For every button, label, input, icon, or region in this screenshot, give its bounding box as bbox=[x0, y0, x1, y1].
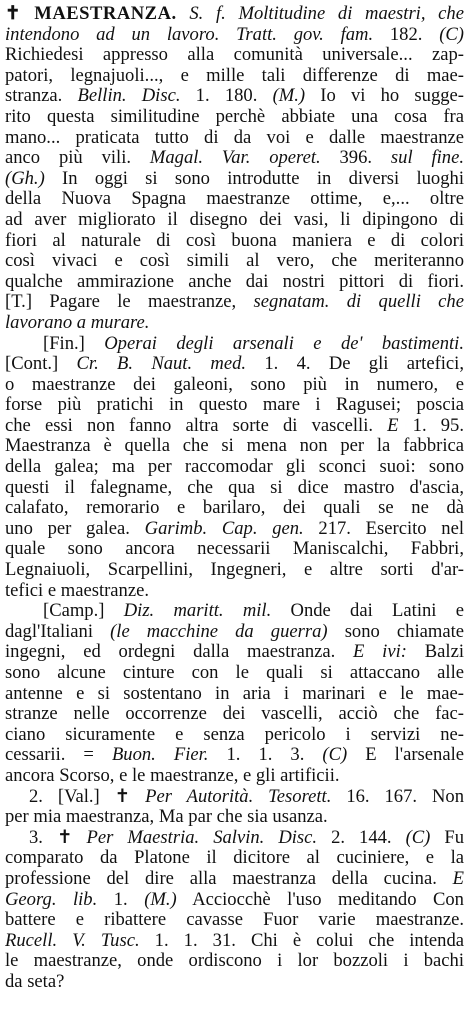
text: rito questa similitudine perchè abbiate una cosa fra bbox=[5, 106, 464, 127]
text-line bbox=[5, 622, 464, 643]
italic-text: segnatam. di quelli che bbox=[253, 292, 464, 313]
text: 1. bbox=[97, 889, 145, 910]
text-line bbox=[5, 560, 464, 581]
text-line bbox=[5, 86, 464, 107]
italic-text: Diz. maritt. mil. bbox=[123, 601, 272, 622]
text-line bbox=[5, 642, 464, 663]
text: [Fin.] bbox=[43, 333, 105, 354]
italic-text: (le macchine da guerra) bbox=[110, 621, 328, 642]
text: che essi non fanno altra sorte di vascelli. bbox=[5, 415, 388, 436]
text-line bbox=[5, 272, 464, 293]
italic-text: Magal. Var. operet. bbox=[149, 148, 321, 169]
text-line bbox=[5, 601, 464, 622]
italic-text: Buon. Fier. bbox=[111, 745, 209, 766]
text-line bbox=[5, 4, 464, 25]
text-line bbox=[5, 128, 464, 149]
italic-text: E bbox=[387, 415, 399, 436]
text-line bbox=[5, 107, 464, 128]
text: comparato da Platone il dicitore al cuciniere, e la bbox=[5, 848, 464, 869]
text: 1. 4. De gli artefici, bbox=[246, 354, 464, 375]
text-line bbox=[5, 787, 464, 808]
text: forse più pratichi in questo mare i Ragusei; poscia bbox=[5, 395, 464, 416]
italic-text: lavorano a murare. bbox=[5, 312, 150, 333]
text-line bbox=[5, 498, 464, 519]
text: o maestranze dei galeoni, sono più in numero, e bbox=[5, 374, 464, 395]
text: 3. ✝ bbox=[29, 827, 87, 848]
italic-text: sul fine. bbox=[390, 148, 464, 169]
text: 1. 95. bbox=[398, 415, 464, 436]
italic-text: Per Autorità. Tesorett. bbox=[145, 786, 332, 807]
text: tefici e maestranze. bbox=[5, 580, 150, 601]
text-line bbox=[5, 951, 464, 972]
text: anco più vili. bbox=[5, 148, 150, 169]
text bbox=[177, 4, 190, 24]
text: dagl'Italiani bbox=[5, 621, 111, 642]
italic-text: (C) bbox=[322, 745, 348, 766]
text: calafato, remorario e barilaro, dei quali se ne dà bbox=[5, 498, 464, 519]
text-line bbox=[5, 189, 464, 210]
text-line bbox=[5, 292, 464, 313]
text: 1. 1. 31. Chi è colui che intenda bbox=[139, 930, 464, 951]
text-line bbox=[5, 890, 464, 911]
text: Legnaiuoli, Scarpellini, Ingegneri, e altre sorti d'ar- bbox=[5, 560, 464, 581]
text: Fu bbox=[430, 827, 464, 848]
text: 1. 180. bbox=[180, 86, 273, 107]
text: cessarii. = bbox=[5, 745, 112, 766]
text-line bbox=[5, 478, 464, 499]
text-line bbox=[5, 416, 464, 437]
text: 217. Esercito nel bbox=[303, 518, 464, 539]
text-line bbox=[5, 519, 464, 540]
text: Acciocchè l'uso meditando Con bbox=[176, 889, 464, 910]
text: 182. bbox=[373, 24, 440, 45]
italic-text: intendono ad un lavoro. Tratt. gov. fam. bbox=[5, 24, 374, 45]
italic-text: (C) bbox=[439, 24, 464, 45]
text-line bbox=[5, 66, 464, 87]
text: Io vi ho sugge- bbox=[305, 86, 464, 107]
italic-text: (M.) bbox=[144, 889, 177, 910]
text: 2. 144. bbox=[317, 827, 406, 848]
text: fiori al naturale di così buona maniera e di colori bbox=[5, 230, 464, 251]
text: 396. bbox=[320, 148, 391, 169]
italic-text: Georg. lib. bbox=[5, 889, 98, 910]
text-line bbox=[5, 251, 464, 272]
text: [Camp.] bbox=[43, 601, 124, 622]
text: della galea; ma per raccomodar gli sconci suoi: sono bbox=[5, 457, 464, 478]
text-line bbox=[5, 869, 464, 890]
italic-text: (C) bbox=[405, 827, 431, 848]
italic-text: Rucell. V. Tusc. bbox=[5, 930, 140, 951]
text-line bbox=[5, 725, 464, 746]
text: le maestranze, onde ordiscono i lor bozzoli i bachi bbox=[5, 951, 464, 972]
text: questi il falegname, che qua si dice mastro d'ascia, bbox=[5, 477, 464, 498]
text: battere e ribattere cavasse Fuor varie maestranze. bbox=[5, 910, 464, 931]
text-line bbox=[5, 231, 464, 252]
text: uno per galea. bbox=[5, 518, 145, 539]
text-line bbox=[5, 663, 464, 684]
text: per mia maestranza, Ma par che sia usanza. bbox=[5, 807, 328, 828]
italic-text: Per Maestria. Salvin. Disc. bbox=[86, 827, 318, 848]
text: professione del dire alla maestranza della cucina. bbox=[5, 868, 453, 889]
text: sono alcune cinture con le quali si attaccano alle bbox=[5, 663, 464, 683]
italic-text: E bbox=[452, 868, 464, 889]
text: Maestranza è quella che si mena non per la fabbrica bbox=[5, 436, 464, 457]
text: Balzi bbox=[406, 642, 464, 663]
text: ad aver migliorato il disegno dei vasi, li dipingono di bbox=[5, 209, 464, 230]
text-line bbox=[5, 931, 464, 952]
text-line bbox=[5, 828, 464, 849]
text-line bbox=[5, 210, 464, 231]
text: [Cont.] bbox=[5, 354, 77, 375]
text-line bbox=[5, 148, 464, 169]
text-line bbox=[5, 25, 464, 46]
italic-text: S. f. Moltitudine di maestri, che bbox=[189, 4, 464, 24]
text: ingegni, ed ordegni dalla maestranza. bbox=[5, 642, 354, 663]
text-line bbox=[5, 375, 464, 396]
text: antenne e si sostentano in aria i marinari e le mae- bbox=[5, 683, 464, 704]
headword: ✝ MAESTRANZA. bbox=[5, 4, 177, 24]
text: In oggi si sono introdutte in diversi luoghi bbox=[44, 168, 464, 189]
text: stranze nelle occorrenze dei vascelli, acciò che fac- bbox=[5, 704, 464, 725]
text-line bbox=[5, 334, 464, 355]
text-line bbox=[5, 436, 464, 457]
text-line bbox=[5, 395, 464, 416]
text-line bbox=[5, 45, 464, 66]
italic-text: (M.) bbox=[272, 86, 306, 107]
text-line bbox=[5, 972, 464, 993]
text: Onde dai Latini e bbox=[271, 601, 464, 622]
italic-text: (Gh.) bbox=[5, 168, 45, 189]
text-line bbox=[5, 169, 464, 190]
text: 2. [Val.] ✝ bbox=[29, 786, 146, 807]
italic-text: Operai degli arsenali e de' bastimenti. bbox=[104, 333, 464, 354]
text-line bbox=[5, 848, 464, 869]
text-line bbox=[5, 704, 464, 725]
text-line bbox=[5, 539, 464, 560]
text-line bbox=[5, 766, 464, 787]
text-line bbox=[5, 354, 464, 375]
text: 1. 1. 3. bbox=[208, 745, 323, 766]
text: mano... praticata tutto di da voi e dalle maestranze bbox=[5, 127, 464, 148]
text: della Nuova Spagna maestranze ottime, e,... oltre bbox=[5, 189, 464, 210]
text: qualche ammirazione anche dai nostri pittori di fiori. bbox=[5, 271, 464, 292]
text: così vivaci e così simili al vero, che meriteranno bbox=[5, 251, 464, 272]
text: quale sono ancora necessarii Maniscalchi, Fabbri, bbox=[5, 539, 464, 560]
text-line bbox=[5, 457, 464, 478]
text: Richiedesi appresso alla comunità universale... zap- bbox=[5, 45, 464, 66]
text: ancora Scorso, e le maestranze, e gli artificii. bbox=[5, 765, 340, 786]
text: [T.] Pagare le maestranze, bbox=[5, 292, 254, 313]
text: 16. 167. Non bbox=[331, 786, 464, 807]
text-line bbox=[5, 745, 464, 766]
text: ciano sicuramente e senza pericolo i servizi ne- bbox=[5, 724, 464, 745]
text-line bbox=[5, 910, 464, 931]
text: stranza. bbox=[5, 86, 78, 107]
italic-text: E ivi: bbox=[353, 642, 407, 663]
italic-text: Cr. B. Naut. med. bbox=[76, 354, 247, 375]
text-line bbox=[5, 581, 464, 602]
text-line bbox=[5, 313, 464, 334]
text: da seta? bbox=[5, 971, 65, 992]
italic-text: Garimb. Cap. gen. bbox=[144, 518, 304, 539]
italic-text: Bellin. Disc. bbox=[77, 86, 181, 107]
entry-text bbox=[5, 4, 464, 993]
text: E l'arsenale bbox=[347, 745, 464, 766]
text-line bbox=[5, 684, 464, 705]
text: patori, legnajuoli..., e mille tali differenze di mae- bbox=[5, 65, 464, 86]
text-line bbox=[5, 807, 464, 828]
text: sono chiamate bbox=[327, 621, 464, 642]
